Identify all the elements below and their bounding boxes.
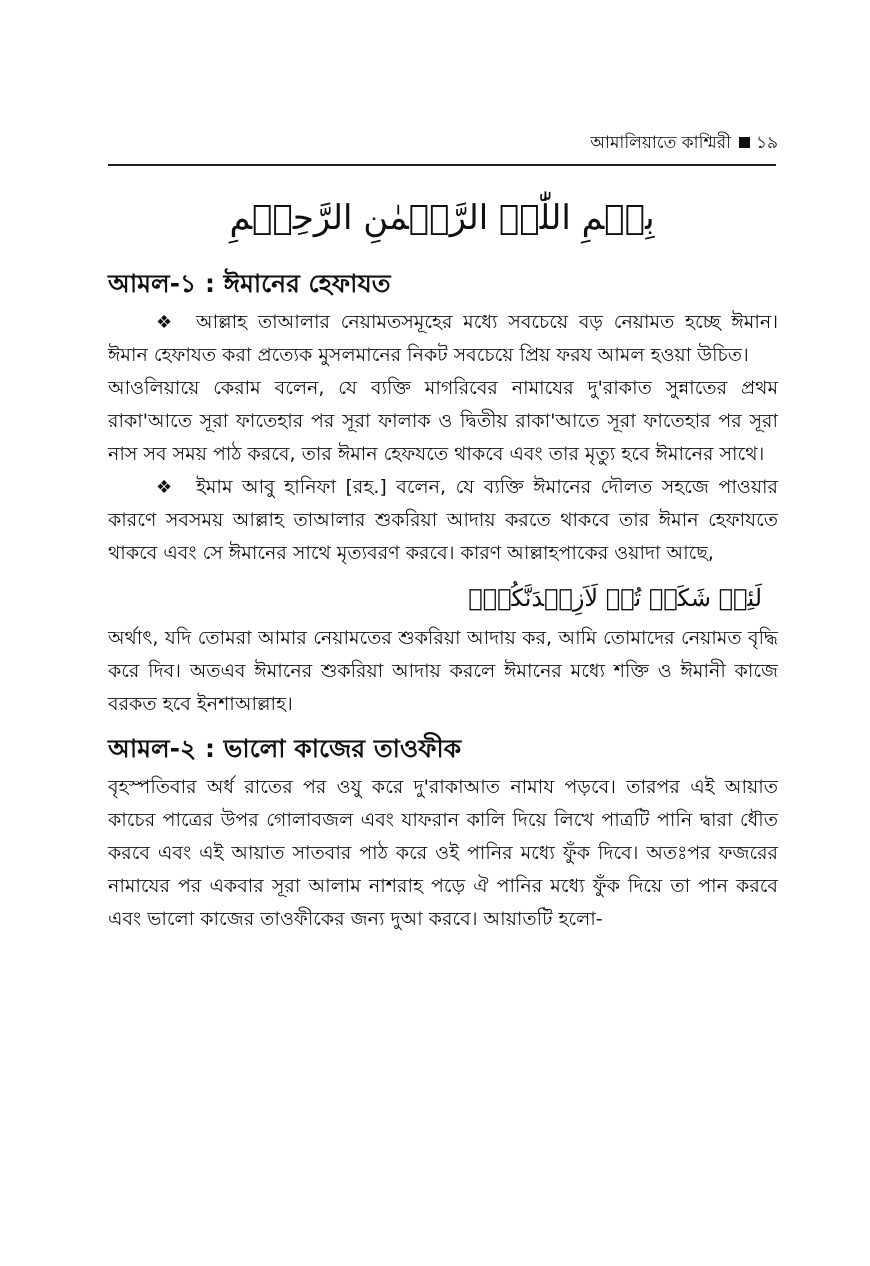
bismillah-calligraphy: بِسۡمِ اللّٰہِ الرَّحۡمٰنِ الرَّحِیۡمِ [229,198,655,238]
section-heading-amal-2: আমল-২ : ভালো কাজের তাওফীক [108,734,462,763]
header-divider [108,164,776,166]
paragraph-text: ইমাম আবু হানিফা [রহ.] বলেন, যে ব্যক্তি ঈমানের দৌলত সহজে পাওয়ার কারণে সবসময় আল্লাহ তাআলার শুকরিয়া আদায় করতে থাকবে তার ঈমান হেফাযতে থাকবে এবং সে ঈমানের সাথে মৃত্যবরণ করবে। কারণ আল্লাহপাকের ওয়াদা আছে, [108,476,778,564]
page-number: ১৯ [755,133,778,153]
paragraph [108,306,778,372]
paragraph: আওলিয়ায়ে কেরাম বলেন, যে ব্যক্তি মাগরিবের নামাযের দু'রাকাত সুন্নাতের প্রথম রাকা'আতে সূরা ফাতেহার পর সূরা ফালাক ও দ্বিতীয় রাকা'আতে সূরা ফাতেহার পর সূরা নাস সব সময় পাঠ করবে, তার ঈমান হেফযতে থাকবে এবং তার মৃত্যু হবে ঈমানের সাথে। [108,377,778,465]
paragraph: বৃহস্পতিবার অর্ধ রাতের পর ওযু করে দু'রাকাআত নামায পড়বে। তারপর এই আয়াত কাচের পাত্রের উপর গোলাবজল এবং যাফরান কালি দিয়ে লিখে পাত্রটি পানি দ্বারা ধৌত করবে এবং এই আয়াত সাতবার পাঠ করে ওই পানির মধ্যে ফুঁক দিবে। অতঃপর ফজরের নামাযের পর একবার সূরা আলাম নাশরাহ পড়ে ঐ পানির মধ্যে ফুঁক দিয়ে তা পান করবে এবং ভালো কাজের তাওফীকের জন্য দুআ করবে। আয়াতটি হলো- [108,776,778,930]
paragraph-text: আল্লাহ তাআলার নেয়ামতসমূহের মধ্যে সবচেয়ে বড় নেয়ামত হচ্ছে ঈমান। ঈমান হেফাযত করা প্রত্যেক মুসলমানের নিকট সবচেয়ে প্রিয় ফরয আমল হওয়া উচিত। [108,311,778,366]
paragraph: অর্থাৎ, যদি তোমরা আমার নেয়ামতের শুকরিয়া আদায় কর, আমি তোমাদের নেয়ামত বৃদ্ধি করে দিব। অতএব ঈমানের শুকরিয়া আদায় করলে ঈমানের মধ্যে শক্তি ও ঈমানী কাজে বরকত হবে ইনশাআল্লাহ। [108,627,778,715]
section-heading-amal-1: আমল-১ : ঈমানের হেফাযত [108,269,391,298]
page-body [108,264,778,936]
paragraph [108,471,778,570]
running-title: আমালিয়াতে কাশ্মিরী [590,133,731,153]
diamond-bullet-icon: ❖ [156,477,173,498]
diamond-bullet-icon: ❖ [156,312,173,333]
arabic-verse: لَئِنۡ شَکَرۡ تُمۡ لَاَزِیۡدَنَّکُمۡ۔ [468,584,762,612]
square-bullet-icon [739,137,750,148]
running-header [590,132,778,154]
